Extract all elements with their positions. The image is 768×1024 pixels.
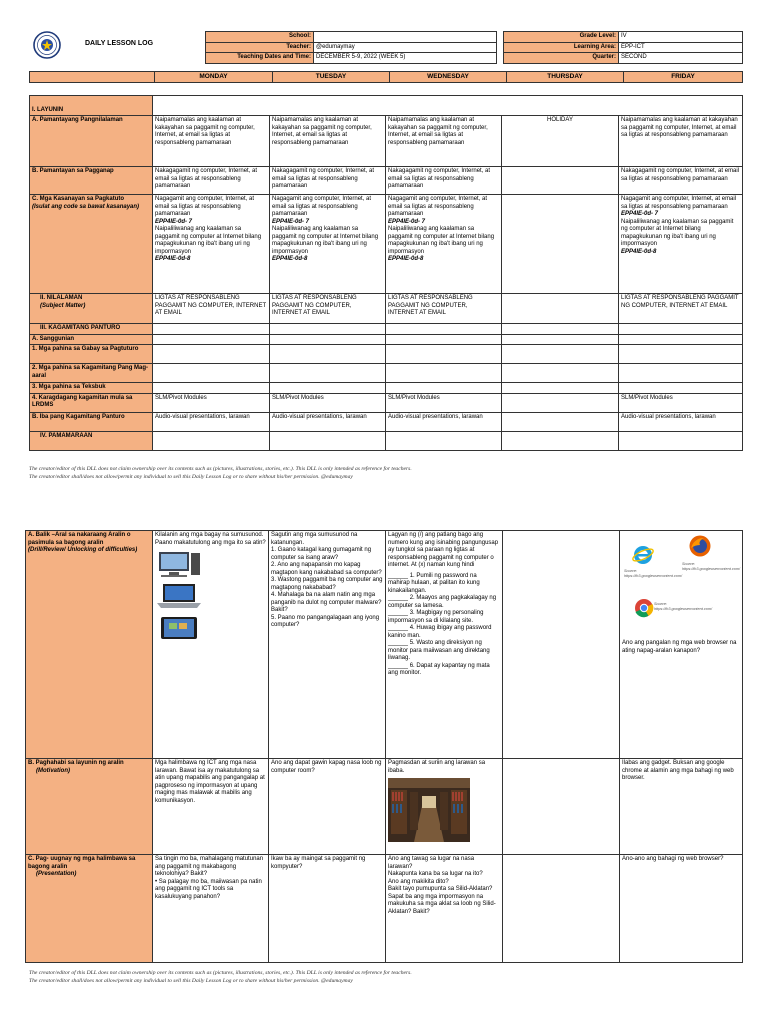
source-caption-2: Source: https://lh3.googleusercontent.com/ [682,562,741,571]
quarter-value: SECOND [619,53,743,64]
balik-wed-item: ______ 2. Maayos ang pagkakalagay ng computer sa lamesa. [388,595,497,609]
iba-tuesday: Audio-visual presentations, larawan [270,412,386,431]
nilalaman-label: II. NILALAMAN [40,295,83,301]
blank-cell [386,383,502,394]
kasanayan-code2: EPP4IE-0d-8 [388,256,424,262]
firefox-icon [688,534,712,558]
tablet-image [155,615,203,641]
lrdms-monday: SLM/Pivot Modules [153,393,270,412]
blank-cell [270,345,386,364]
kasanayan-text2: Naipaliliwanag ang kaalaman sa paggamit ng computer at Internet bilang mapagkukunan ng iba't ibang uri ng impormasyon [388,226,495,255]
blank-cell [502,364,619,383]
blank-cell [502,345,619,364]
school-value [314,32,497,43]
paghahabi-label-cell [26,759,153,855]
pagganap-thursday [502,167,619,195]
footer-line2: The creator/editor shall/does not allow/permit any individual to sell this Daily Lesson Log or to share without his/her permission. @edumaymay [29,977,353,984]
kasanayan-code1: EPP4IE-0d- 7 [272,218,310,225]
kasanayan-text2: Naipaliliwanag ang kaalaman sa paggamit ng computer at Internet bilang mapagkukunan ng iba't ibang uri ng impormasyon [272,226,379,255]
footer-line2: The creator/editor shall/does not allow/permit any individual to sell this Daily Lesson Log or to share without his/her permission. @edumaymay [29,473,353,480]
balik-aral-label: A. Balik –Aral sa nakaraang Aralin o pasimula sa bagong aralin [28,532,131,546]
source-caption-3: Source: https://lh3.googleusercontent.com/ [654,602,713,611]
blank-cell [386,334,502,345]
header-info-right [503,31,743,64]
day-tuesday: TUESDAY [273,72,390,83]
lrdms-thursday [502,393,619,412]
pag-uugnay-tuesday: Ikaw ba ay maingat sa paggamit ng kompyuter? [269,855,386,963]
kasanayan-text2: Naipaliliwanag ang kaalaman sa paggamit ng computer at Internet bilang mapagkukunan ng iba't ibang uri ng impormasyon [621,218,734,247]
pagganap-friday: Nakagagamit ng computer, Internet, at email sa ligtas at responsableng pamamaraan [619,167,743,195]
nilalaman-wednesday: LIGTAS AT RESPONSABLENG PAGGAMIT NG COMPUTER, INTERNET AT EMAIL [386,294,502,324]
lesson-table-page1 [29,95,743,451]
pamantayan-pagganap-label: B. Pamantayan sa Pagganap [30,167,153,195]
day-header-row [29,71,743,83]
day-thursday: THURSDAY [507,72,624,83]
day-friday: FRIDAY [624,72,743,83]
paghahabi-wed-text: Pagmasdan at suriin ang larawan sa ibaba. [388,760,486,774]
blank-cell [270,383,386,394]
kagamitang-mag-aaral-label: 2. Mga pahina sa Kagamitang Pang Mag-aaral [30,364,153,383]
layunin-blank [153,96,743,116]
page-2 [0,530,768,1024]
lrdms-friday: SLM/Pivot Modules [619,393,743,412]
kasanayan-code2: EPP4IE-0d-8 [621,248,657,255]
blank-cell [619,334,743,345]
pagganap-monday: Nakagagamit ng computer, Internet, at email sa ligtas at responsableng pamamaraan [153,167,270,195]
pag-uugnay-label-cell [26,855,153,963]
nilalaman-tuesday: LIGTAS AT RESPONSABLENG PAGGAMIT NG COMPUTER, INTERNET AT EMAIL [270,294,386,324]
nilalaman-label-cell [30,294,153,324]
kasanayan-code1: EPP4IE-0d- 7 [155,218,193,225]
teacher-label: Teacher: [206,42,314,53]
balik-fri-text: Ano ang pangalan ng mga web browser na ating napag-aralan kanapon? [622,640,737,654]
kasanayan-code2: EPP4IE-0d-8 [155,256,191,262]
browser-logos [622,532,740,640]
blank-cell [502,324,619,335]
kasanayan-text2: Naipaliliwanag ang kaalaman sa paggamit ng computer at Internet bilang mapagkukunan ng iba't ibang uri ng impormasyon [155,226,262,255]
paghahabi-sub: (Motivation) [36,767,70,774]
day-wednesday: WEDNESDAY [390,72,507,83]
kasanayan-friday [619,195,743,294]
paghahabi-wednesday [386,759,503,855]
balik-aral-friday [620,531,743,759]
dates-value: DECEMBER 5-9, 2022 (WEEK 5) [314,53,497,64]
gabay-label: 1. Mga pahina sa Gabay sa Pagtuturo [30,345,153,364]
footer-disclaimer-2 [29,970,749,985]
blank-cell [153,334,270,345]
blank-cell [386,364,502,383]
blank-cell [270,431,386,450]
nilalaman-sub: (Subject Matter) [40,302,86,309]
deped-seal-logo [33,31,61,59]
internet-explorer-icon [632,544,654,566]
blank-cell [619,364,743,383]
kasanayan-code1: EPP4IE-0d- 7 [621,211,659,217]
balik-aral-thursday [503,531,620,759]
balik-aral-monday [153,531,269,759]
blank-cell [386,431,502,450]
school-label: School: [206,32,314,43]
blank-cell [153,383,270,394]
teacher-value: @edumaymay [314,42,497,53]
iba-pang-kagamitan-label: B. Iba pang Kagamitang Panturo [30,412,153,431]
learning-area-value: EPP-ICT [619,42,743,53]
source-caption-1: Source: https://lh3.googleusercontent.com/ [624,569,683,578]
paghahabi-label: B. Paghahabi sa layunin ng aralin [28,760,124,766]
balik-wed-item: ______ 6. Dapat ay kapantay ng mata ang monitor. [388,662,490,676]
layunin-label [30,96,153,116]
blank-cell [153,431,270,450]
blank-cell [619,431,743,450]
holiday-thursday: HOLIDAY [502,116,619,167]
iba-monday: Audio-visual presentations, larawan [153,412,270,431]
header-info-left [205,31,497,64]
blank-cell [153,324,270,335]
pagganap-wednesday: Nakagagamit ng computer, Internet, at email sa ligtas at responsableng pamamaraan [386,167,502,195]
quarter-label: Quarter: [504,53,619,64]
pag-uugnay-friday: Ano-ano ang bahagi ng web browser? [620,855,743,963]
kasanayan-code2: EPP4IE-0d-8 [272,256,308,262]
chrome-icon [634,598,654,618]
blank-cell [270,334,386,345]
blank-cell [153,345,270,364]
paghahabi-friday: Ilabas ang gadget. Buksan ang google chrome at alamin ang mga bahagi ng web browser. [620,759,743,855]
paghahabi-tuesday: Ano ang dapat gawin kapag nasa loob ng computer room? [269,759,386,855]
blank-cell [502,431,619,450]
lrdms-tuesday: SLM/Pivot Modules [270,393,386,412]
iba-friday: Audio-visual presentations, larawan [619,412,743,431]
lesson-table-page2 [25,530,743,963]
pag-uugnay-monday: Sa tingin mo ba, mahalagang matutunan ang paggamit ng makabagong teknolohiya? Bakit? • Sa palagay mo ba, maiiwasan pa natin ang paggamit ng ICT tools sa kasalukuyang panahon? [153,855,269,963]
balik-aral-sub: (Drill/Review/ Unlocking of difficulties) [28,547,138,553]
blank-cell [619,324,743,335]
kasanayan-text1: Nagagamit ang computer, Internet, at email sa ligtas at responsableng pamamaraan [272,196,372,217]
blank-cell [270,364,386,383]
blank-cell [619,383,743,394]
blank-cell [386,345,502,364]
library-photo-image [388,778,470,842]
kasanayan-text1: Nagagamit ang computer, Internet, at email sa ligtas at responsableng pamamaraan [388,196,488,217]
pangnilalaman-wednesday: Naipamamalas ang kaalaman at kakayahan sa paggamit ng computer, Internet, at email sa ligtas at responsableng pamamaraan [386,116,502,167]
iba-thursday [502,412,619,431]
grade-level-value: IV [619,32,743,43]
kasanayan-wednesday [386,195,502,294]
laptop-image [155,583,203,609]
balik-aral-tuesday: Sagutin ang mga sumusunod na katanungan. 1. Gaano katagal kang gumagamit ng computer sa isang araw? 2. Ano ang napapansin mo kapag magtapon kang nakababad sa computer? 3. Wastong paggamit ba ng computer ang magtapong nakababad? 4. Mahalaga ba na alam natin ang mga panganib na dulot ng computer malware? Bakit? 5. Paano mo pangangalagaan ang iyong computer? [269,531,386,759]
blank-cell [502,334,619,345]
blank-cell [386,324,502,335]
balik-wed-item: ______ 5. Wasto ang direksiyon ng monitor para maiiwasan ang direktang liwanag. [388,640,490,661]
learning-area-label: Learning Area: [504,42,619,53]
balik-aral-wednesday [386,531,503,759]
iba-wednesday: Audio-visual presentations, larawan [386,412,502,431]
dates-label: Teaching Dates and Time: [206,53,314,64]
balik-mon-text: Kilalanin ang mga bagay na sumusunod. Paano makatutulong ang mga ito sa atin? [155,532,266,546]
day-header-blank [30,72,155,83]
kagamitang-panturo-label: III. KAGAMITANG PANTURO [30,324,153,335]
blank-cell [619,345,743,364]
page-1 [0,0,768,500]
pag-uugnay-thursday [503,855,620,963]
kasanayan-tuesday [270,195,386,294]
pamamaraan-label: IV. PAMAMARAAN [30,431,153,450]
desktop-computer-image [155,551,203,577]
nilalaman-thursday [502,294,619,324]
pamantayang-pangnilalaman-label: A. Pamantayang Pangnilalaman [30,116,153,167]
footer-line1: The creator/editor of this DLL does not claim ownership over its contents such as (pictures, illustrations, stories, etc.). This DLL is only intended as reference for teachers. [29,466,412,472]
balik-wed-item: ______ 4. Huwag ibigay ang password kanino man. [388,625,492,639]
footer-disclaimer-1 [29,466,749,481]
pag-uugnay-wednesday: Ano ang tawag sa lugar na nasa larawan? Nakapunta kana ba sa lugar na ito? Ano ang makikita dito? Bakit tayo pumupunta sa Silid-Aklatan? Sapat ba ang mga impormasyon na makukuha sa mga aklat sa loob ng Silid-Aklatan? Bakit? [386,855,503,963]
sanggunian-label: A. Sanggunian [30,334,153,345]
blank-cell [502,383,619,394]
kasanayan-text1: Nagagamit ang computer, Internet, at email sa ligtas at responsableng pamamaraan [155,196,255,217]
pangnilalaman-tuesday: Naipamamalas ang kaalaman at kakayahan sa paggamit ng computer, Internet, at email sa ligtas at responsableng pamamaraan [270,116,386,167]
layunin-text: I. LAYUNIN [32,106,64,113]
pangnilalaman-monday: Naipamamalas ang kaalaman at kakayahan sa paggamit ng computer, Internet, at email sa ligtas at responsableng pamamaraan [153,116,270,167]
balik-wed-item: ______ 3. Magbigay ng personaling impormasyon sa di kilalang site. [388,610,484,624]
kasanayan-code1: EPP4IE-0d- 7 [388,218,426,225]
kasanayan-sub: (Isulat ang code sa bawat kasanayan) [32,203,140,210]
teksbuk-label: 3. Mga pahina sa Teksbuk [30,383,153,394]
pag-uugnay-sub: (Presentation) [36,871,77,877]
day-monday: MONDAY [155,72,273,83]
pag-uugnay-label: C. Pag- uugnay ng mga halimbawa sa bagong aralin [28,856,136,870]
paghahabi-thursday [503,759,620,855]
page-title: DAILY LESSON LOG [85,40,154,47]
kasanayan-label-cell [30,195,153,294]
lrdms-wednesday: SLM/Pivot Modules [386,393,502,412]
pagganap-tuesday: Nakagagamit ng computer, Internet, at email sa ligtas at responsableng pamamaraan [270,167,386,195]
kasanayan-label: C. Mga Kasanayan sa Pagkatuto [32,196,125,202]
nilalaman-monday: LIGTAS AT RESPONSABLENG PAGGAMIT NG COMPUTER, INTERNET AT EMAIL [153,294,270,324]
paghahabi-monday: Mga halimbawa ng ICT ang mga nasa larawan. Bawat isa ay makatutulong sa atin upang mapabilis ang pangangalap at pagproseso ng impormasyon at upang maging mas malawak at mabilis ang komunikasyon. [153,759,269,855]
balik-wed-intro: Lagyan ng (/) ang patlang bago ang numero kung ang isinabing pangungusap ay tungkol sa paraan ng ligtas at responsableng paggamit ng computer o internet. At (x) naman kung hindi [388,532,499,568]
grade-level-label: Grade Level: [504,32,619,43]
pangnilalaman-friday: Naipamamalas ang kaalaman at kakayahan sa paggamit ng computer, Internet, at email sa ligtas at responsableng pamamaraan [619,116,743,167]
balik-aral-label-cell [26,531,153,759]
footer-line1: The creator/editor of this DLL does not claim ownership over its contents such as (pictures, illustrations, stories, etc.). This DLL is only intended as reference for teachers. [29,970,412,976]
nilalaman-friday: LIGTAS AT RESPONSABLENG PAGGAMIT NG COMPUTER, INTERNET AT EMAIL [619,294,743,324]
blank-cell [153,364,270,383]
blank-cell [270,324,386,335]
kasanayan-monday [153,195,270,294]
balik-wed-item: ______ 1. Pumili ng password na mahirap hulaan, at palitan ito kung kinakailangan. [388,572,480,594]
lrdms-label: 4. Karagdagang kagamitan mula sa LRDMS [30,393,153,412]
kasanayan-text1: Nagagamit ang computer, Internet, at email sa ligtas at responsableng pamamaraan [621,196,737,210]
kasanayan-thursday [502,195,619,294]
